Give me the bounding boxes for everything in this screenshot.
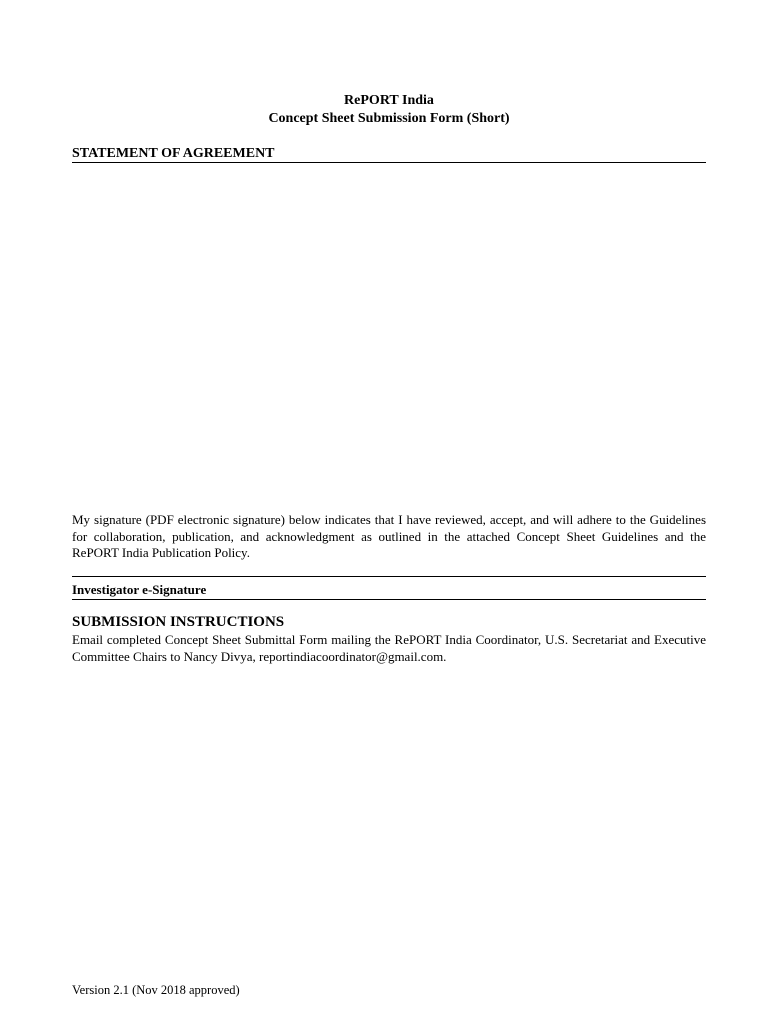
submission-heading: SUBMISSION INSTRUCTIONS xyxy=(72,614,285,630)
document-title: RePORT India xyxy=(344,93,434,108)
signature-top-divider xyxy=(72,576,706,577)
submission-text: Email completed Concept Sheet Submittal Form mailing the RePORT India Coordinator, U.S. Secretariat and Executive Committee Chairs to Nancy Divya, reportindiacoordinator@gmail.com. xyxy=(72,632,706,664)
document-header xyxy=(72,92,706,128)
signature-label: Investigator e-Signature xyxy=(72,582,207,597)
agreement-text: My signature (PDF electronic signature) below indicates that I have reviewed, accept, and will adhere to the Guidelines for collaboration, publication, and acknowledgment as outlined in the attached Concept Sheet Guidelines and the RePORT India Publication Policy. xyxy=(72,512,706,560)
investigator-signature-field[interactable] xyxy=(72,582,706,600)
version-footer: Version 2.1 (Nov 2018 approved) xyxy=(72,983,240,997)
document-subtitle: Concept Sheet Submission Form (Short) xyxy=(268,111,510,126)
statement-heading: STATEMENT OF AGREEMENT xyxy=(72,145,706,163)
